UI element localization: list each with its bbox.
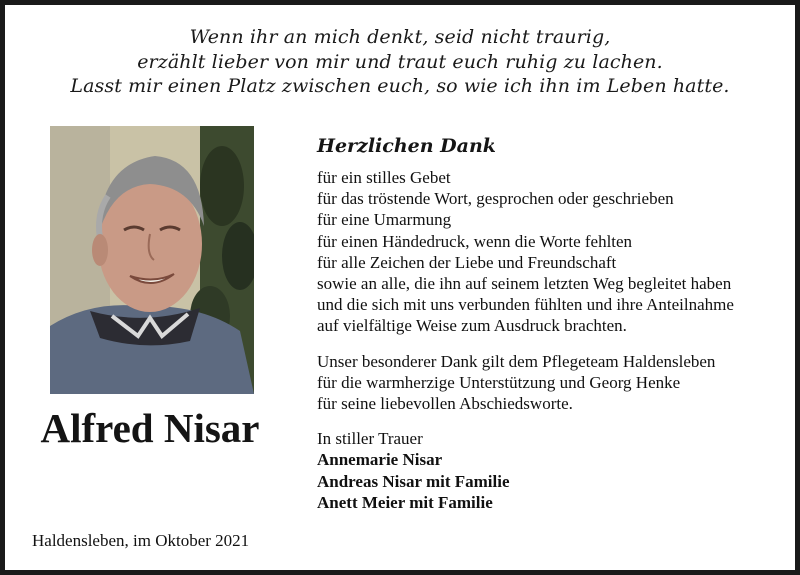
mourner-name: Annemarie Nisar <box>317 450 443 470</box>
thanks-list <box>317 167 797 337</box>
special-thanks-line: Unser besonderer Dank gilt dem Pflegeteam Haldensleben <box>317 351 716 371</box>
special-thanks <box>317 351 797 415</box>
portrait-photo <box>50 126 254 394</box>
thanks-line: auf vielfältige Weise zum Ausdruck brachten. <box>317 316 627 336</box>
thanks-line: für einen Händedruck, wenn die Worte fehlten <box>317 231 633 251</box>
special-thanks-line: für seine liebevollen Abschiedsworte. <box>317 394 573 414</box>
place-and-date: Haldensleben, im Oktober 2021 <box>32 531 250 550</box>
thanks-line: für ein stilles Gebet <box>317 168 451 187</box>
thanks-line: für alle Zeichen der Liebe und Freundschaft <box>317 252 617 272</box>
poem-line: Wenn ihr an mich denkt, seid nicht traurig, <box>189 26 611 48</box>
mourners-block <box>317 428 797 513</box>
thanks-line: und die sich mit uns verbunden fühlten und ihre Anteilnahme <box>317 295 734 315</box>
mourner-name: Andreas Nisar mit Familie <box>317 471 510 491</box>
poem-line: Lasst mir einen Platz zwischen euch, so wie ich ihn im Leben hatte. <box>70 75 730 97</box>
thanks-line: sowie an alle, die ihn auf seinem letzten Weg begleitet haben <box>317 274 732 294</box>
memorial-poem <box>5 25 795 99</box>
mourners-intro: In stiller Trauer <box>317 429 423 449</box>
thanks-section <box>317 133 797 513</box>
thanks-heading: Herzlichen Dank <box>317 135 496 157</box>
poem-line: erzählt lieber von mir und traut euch ruhig zu lachen. <box>137 50 663 73</box>
thanks-line: für das tröstende Wort, gesprochen oder geschrieben <box>317 189 674 209</box>
thanks-line: für eine Umarmung <box>317 210 452 230</box>
special-thanks-line: für die warmherzige Unterstützung und Georg Henke <box>317 372 681 392</box>
mourner-name: Anett Meier mit Familie <box>317 492 493 512</box>
deceased-name: Alfred Nisar <box>40 405 260 451</box>
